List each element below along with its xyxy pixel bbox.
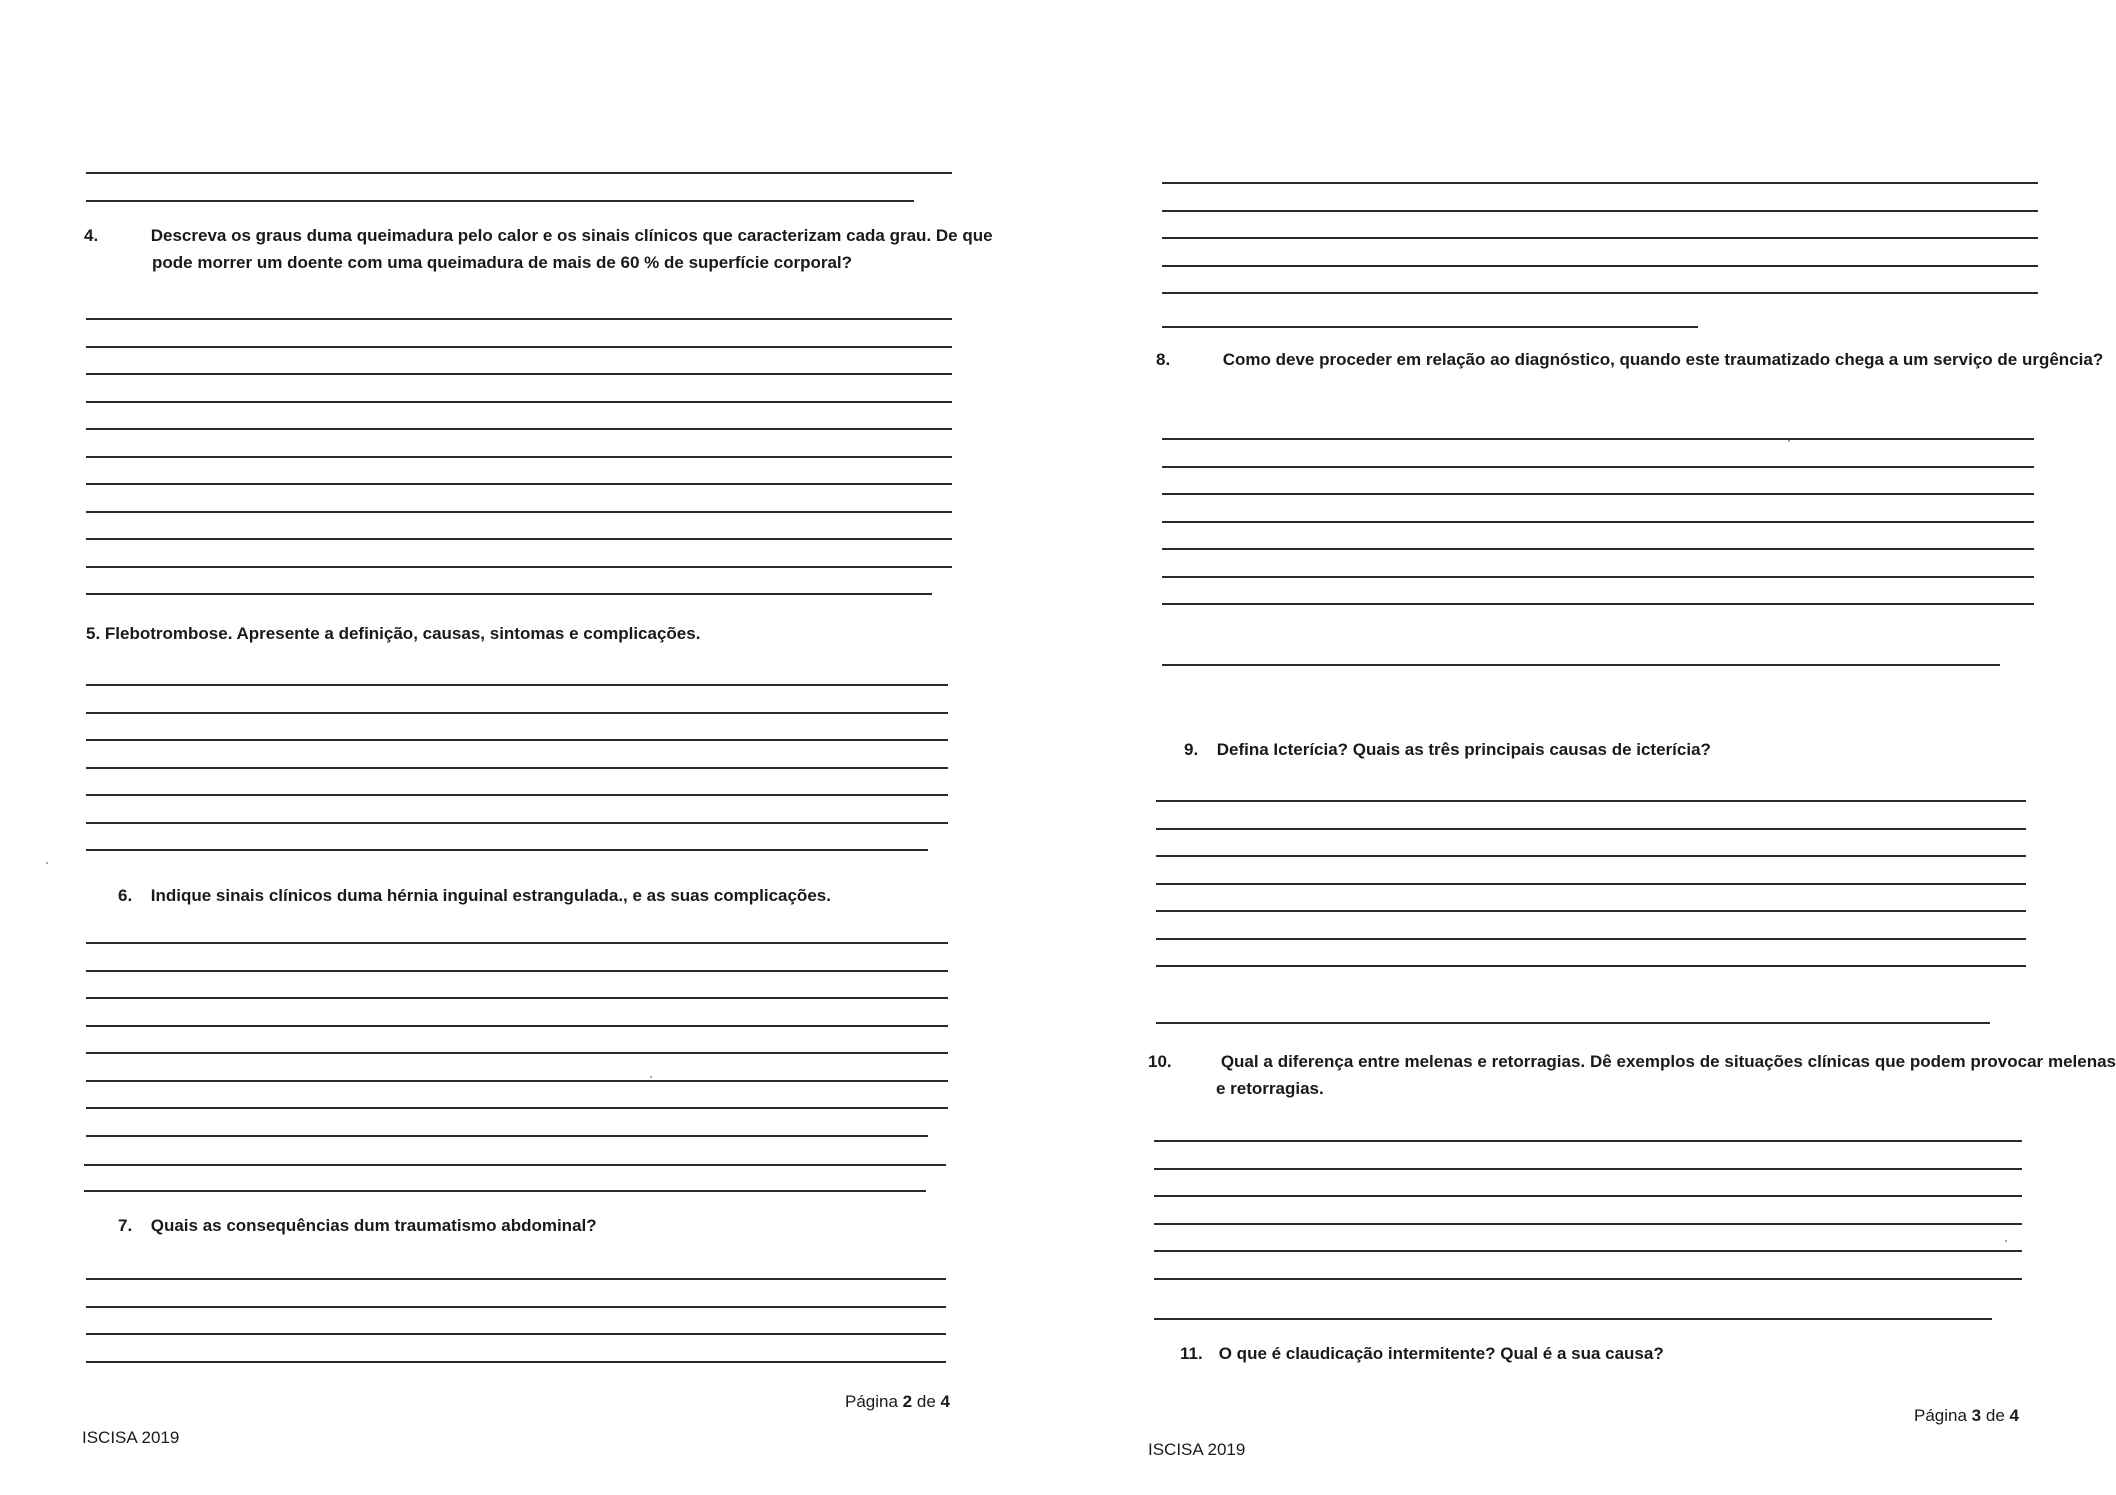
exam-page-3	[1058, 0, 2116, 1495]
answer-line	[1162, 237, 2038, 239]
question-number: 9.	[1184, 740, 1199, 759]
answer-line	[1154, 1318, 1992, 1320]
answer-line	[1162, 182, 2038, 184]
answer-line	[1154, 1250, 2022, 1252]
question-text: Quais as consequências dum traumatismo abdominal?	[150, 1216, 597, 1235]
answer-line	[86, 942, 948, 944]
answer-line	[1162, 466, 2034, 468]
answer-line	[86, 1080, 948, 1082]
page-word: Página	[845, 1392, 898, 1411]
answer-line	[86, 1361, 946, 1363]
institution-footer: ISCISA 2019	[82, 1428, 180, 1447]
answer-line	[1156, 965, 2026, 967]
page-current: 3	[1971, 1406, 1982, 1425]
answer-line	[1162, 521, 2034, 523]
answer-line	[86, 428, 952, 430]
answer-line	[1162, 438, 2034, 440]
question-7	[118, 1212, 968, 1239]
page-word: Página	[1914, 1406, 1967, 1425]
answer-line	[86, 970, 948, 972]
answer-line	[1162, 493, 2034, 495]
answer-line	[86, 712, 948, 714]
question-number: 11.	[1180, 1344, 1203, 1363]
question-number: 7.	[118, 1216, 133, 1235]
question-text: Defina Icterícia? Quais as três principais causas de icterícia?	[1216, 740, 1711, 759]
answer-line	[86, 767, 948, 769]
answer-line	[1156, 828, 2026, 830]
question-5	[86, 620, 966, 647]
of-word: de	[1985, 1406, 2005, 1425]
answer-line	[86, 511, 952, 513]
answer-line	[1156, 938, 2026, 940]
question-9	[1184, 736, 2064, 763]
answer-line	[1154, 1195, 2022, 1197]
question-11	[1180, 1340, 2060, 1367]
page-number	[845, 1392, 950, 1412]
question-number: 4.	[84, 226, 99, 245]
question-text: Indique sinais clínicos duma hérnia inguinal estrangulada., e as suas complicações.	[150, 886, 831, 905]
question-number: 8.	[1156, 350, 1171, 369]
question-8	[1156, 346, 2104, 373]
page-total: 4	[940, 1392, 950, 1411]
answer-line	[84, 1164, 946, 1166]
page-number	[1914, 1406, 2019, 1426]
answer-line	[86, 566, 952, 568]
answer-line	[86, 172, 952, 174]
answer-line	[1162, 292, 2038, 294]
answer-line	[86, 822, 948, 824]
answer-line	[1162, 576, 2034, 578]
answer-line	[1162, 210, 2038, 212]
question-text: Flebotrombose. Apresente a definição, causas, sintomas e complicações.	[104, 624, 701, 643]
answer-line	[1156, 883, 2026, 885]
question-number: 5.	[86, 624, 101, 643]
scan-speck	[46, 862, 48, 864]
answer-line	[86, 401, 952, 403]
answer-line	[1162, 326, 1698, 328]
answer-line	[86, 593, 932, 595]
answer-line	[86, 1107, 948, 1109]
answer-line	[86, 346, 952, 348]
institution-footer: ISCISA 2019	[1148, 1440, 1246, 1459]
answer-line	[1162, 265, 2038, 267]
answer-line	[86, 538, 952, 540]
page-total: 4	[2009, 1406, 2019, 1425]
answer-line	[84, 1190, 926, 1192]
answer-line	[1162, 664, 2000, 666]
answer-line	[86, 373, 952, 375]
answer-line	[86, 1025, 948, 1027]
answer-line	[1156, 855, 2026, 857]
answer-line	[1162, 603, 2034, 605]
answer-line	[86, 794, 948, 796]
question-text: Descreva os graus duma queimadura pelo calor e os sinais clínicos que caracterizam cada grau. De que pode morrer um doente com uma queimadura de mais de 60 % de superfície corporal?	[150, 226, 993, 272]
answer-line	[1154, 1140, 2022, 1142]
question-number: 6.	[118, 886, 133, 905]
answer-line	[1154, 1168, 2022, 1170]
answer-line	[1156, 800, 2026, 802]
answer-line	[1154, 1278, 2022, 1280]
answer-line	[1162, 548, 2034, 550]
answer-line	[86, 849, 928, 851]
question-text: O que é claudicação intermitente? Qual é a sua causa?	[1218, 1344, 1664, 1363]
answer-line	[1156, 910, 2026, 912]
answer-line	[86, 1278, 946, 1280]
answer-line	[86, 684, 948, 686]
scan-speck	[2005, 1240, 2007, 1242]
answer-line	[86, 1052, 948, 1054]
question-4	[84, 222, 1002, 276]
answer-line	[86, 997, 948, 999]
answer-line	[86, 200, 914, 202]
answer-line	[1154, 1223, 2022, 1225]
question-6	[118, 882, 968, 909]
scan-speck	[1788, 440, 1790, 442]
answer-line	[86, 318, 952, 320]
answer-line	[86, 1135, 928, 1137]
of-word: de	[916, 1392, 936, 1411]
question-text: Como deve proceder em relação ao diagnóstico, quando este traumatizado chega a um serviço de urgência?	[1222, 350, 2104, 369]
question-text: Qual a diferença entre melenas e retorragias. Dê exemplos de situações clínicas que podem provocar melenas e retorragias.	[1216, 1052, 2116, 1098]
question-10	[1148, 1048, 2116, 1102]
answer-line	[86, 1333, 946, 1335]
scan-speck	[650, 1076, 652, 1078]
answer-line	[86, 739, 948, 741]
answer-line	[1156, 1022, 1990, 1024]
question-number: 10.	[1148, 1052, 1172, 1071]
answer-line	[86, 456, 952, 458]
page-current: 2	[902, 1392, 913, 1411]
answer-line	[86, 1306, 946, 1308]
answer-line	[86, 483, 952, 485]
